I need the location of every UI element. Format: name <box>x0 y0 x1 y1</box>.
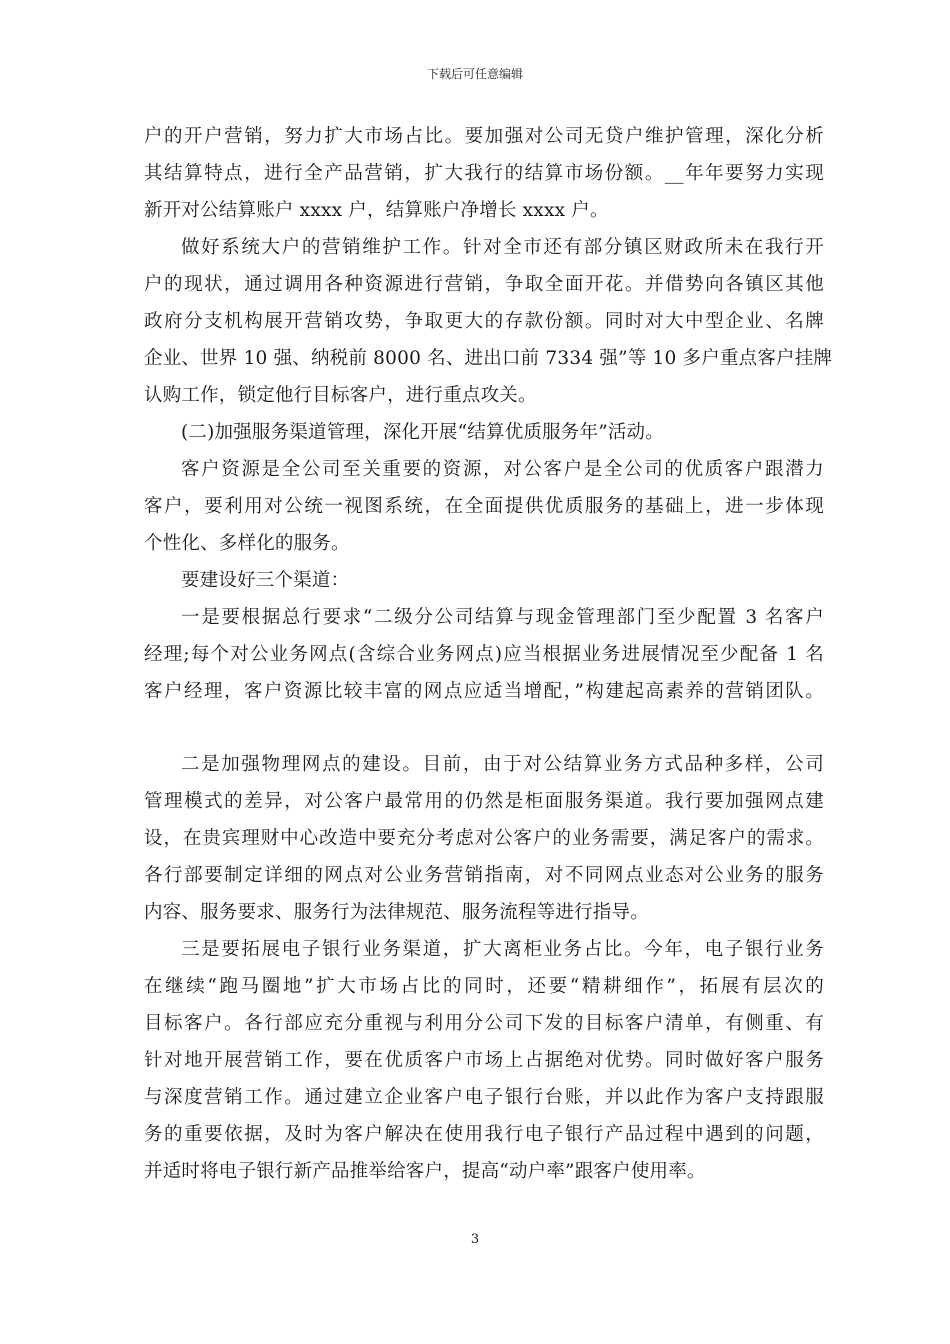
text-line: 户的现状，通过调用各种资源进行营销，争取全面开花。并借势向各镇区其他 <box>144 274 824 295</box>
text-line: 新开对公结算账户 xxxx 户，结算账户净增长 xxxx 户。 <box>144 200 609 221</box>
page-header: 下载后可任意编辑 <box>426 67 523 81</box>
text-line: 经理;每个对公业务网点(含综合业务网点)应当根据业务进展情况至少配备 1 名 <box>144 644 824 665</box>
text-line: 并适时将电子银行新产品推举给客户，提高“动户率”跟客户使用率。 <box>144 1161 706 1182</box>
text-line: 要建设好三个渠道： <box>181 570 350 591</box>
page-number: 3 <box>470 1232 480 1247</box>
section-heading: (二)加强服务渠道管理，深化开展“结算优质服务年”活动。 <box>181 422 664 443</box>
text-line: 二是加强物理网点的建设。目前，由于对公结算业务方式品种多样，公司 <box>181 754 824 775</box>
text-line: 与深度营销工作。通过建立企业客户电子银行台账，并以此作为客户支持跟服 <box>144 1087 824 1108</box>
text-line: 务的重要依据，及时为客户解决在使用我行电子银行产品过程中遇到的问题， <box>144 1124 824 1145</box>
text-line: 三是要拓展电子银行业务渠道，扩大离柜业务占比。今年，电子银行业务 <box>181 939 824 960</box>
text-line: 设，在贵宾理财中心改造中要充分考虑对公客户的业务需要，满足客户的需求。 <box>144 828 824 849</box>
text-line: 内容、服务要求、服务行为法律规范、服务流程等进行指导。 <box>144 902 649 923</box>
paragraph-gap <box>144 710 824 746</box>
text-line: 政府分支机构展开营销攻势，争取更大的存款份额。同时对大中型企业、名牌 <box>144 311 824 332</box>
text-line: 客户经理，客户资源比较丰富的网点应适当增配，”构建起高素养的营销团队。 <box>144 681 824 702</box>
text-line: 客户，要利用对公统一视图系统，在全面提供优质服务的基础上，进一步体现 <box>144 496 824 517</box>
document-body <box>144 118 833 1190</box>
text-line: 企业、世界 10 强、纳税前 8000 名、进出口前 7334 强”等 10 多户重点客户挂牌 <box>144 348 833 369</box>
text-line: 针对地开展营销工作，要在优质客户市场上占据绝对优势。同时做好客户服务 <box>144 1050 824 1071</box>
text-line: 做好系统大户的营销维护工作。针对全市还有部分镇区财政所未在我行开 <box>181 237 824 258</box>
text-line: 目标客户。各行部应充分重视与利用分公司下发的目标客户清单，有侧重、有 <box>144 1013 824 1034</box>
text-line: 认购工作，锁定他行目标客户，进行重点攻关。 <box>144 385 537 406</box>
text-line: 管理模式的差异，对公客户最常用的仍然是柜面服务渠道。我行要加强网点建 <box>144 791 824 812</box>
text-line: 个性化、多样化的服务。 <box>144 533 350 554</box>
text-line: 一是要根据总行要求“二级分公司结算与现金管理部门至少配置 3 名客户 <box>181 607 824 628</box>
text-line: 在继续“跑马圈地”扩大市场占比的同时，还要“精耕细作”，拓展有层次的 <box>144 976 824 997</box>
text-line: 其结算特点，进行全产品营销，扩大我行的结算市场份额。__年年要努力实现 <box>144 163 824 184</box>
text-line: 各行部要制定详细的网点对公业务营销指南，对不同网点业态对公业务的服务 <box>144 865 824 886</box>
text-line: 户的开户营销，努力扩大市场占比。要加强对公司无贷户维护管理，深化分析 <box>144 126 824 147</box>
text-line: 客户资源是全公司至关重要的资源，对公客户是全公司的优质客户跟潜力 <box>181 459 824 480</box>
